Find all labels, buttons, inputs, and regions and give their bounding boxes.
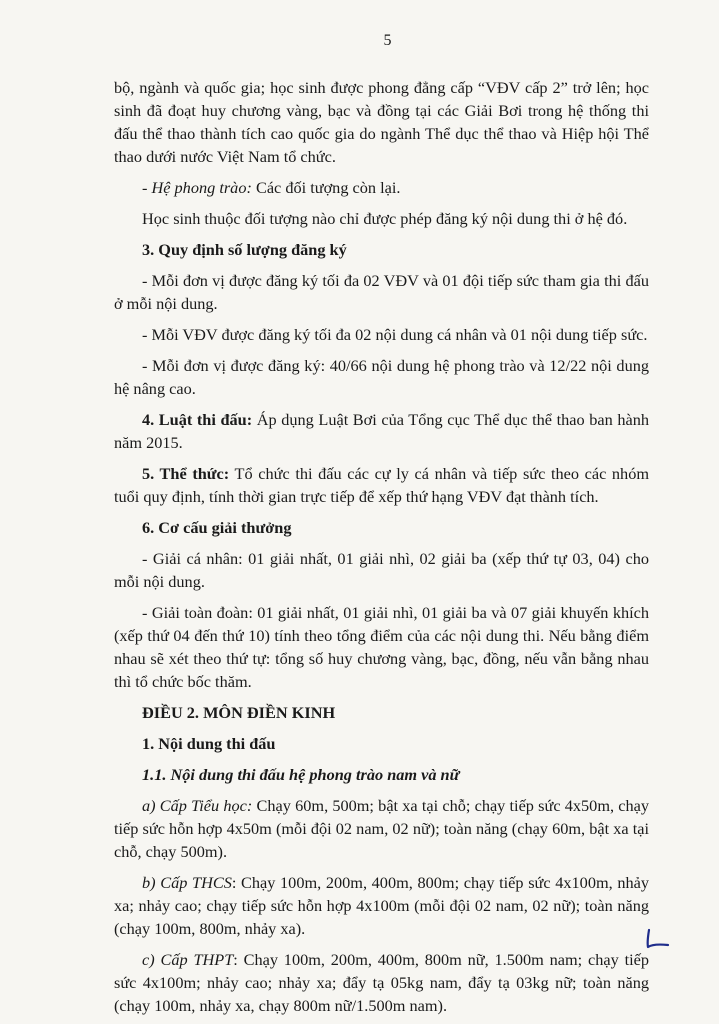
paragraph-registration-rule: Học sinh thuộc đối tượng nào chỉ được phép đăng ký nội dung thi ở hệ đó. xyxy=(142,209,628,228)
label-competition-rules: 4. Luật thi đấu: xyxy=(142,410,253,429)
paragraph-secondary-level xyxy=(114,871,649,940)
paragraph-quota-unit-events: - Mỗi đơn vị được đăng ký: 40/66 nội dung hệ phong trào và 12/22 nội dung hệ nâng cao. xyxy=(114,356,649,398)
label-high-school-level: c) Cấp THPT xyxy=(142,950,234,969)
heading-awards: 6. Cơ cấu giải thưởng xyxy=(142,518,292,537)
paragraph-individual-awards: - Giải cá nhân: 01 giải nhất, 01 giải nhì, 02 giải ba (xếp thứ tự 03, 04) cho mỗi nội dung. xyxy=(114,549,649,591)
paragraph-competition-rules xyxy=(114,408,649,454)
handwritten-initial-mark xyxy=(642,928,672,952)
text-movement-system: Các đối tượng còn lại. xyxy=(251,178,401,197)
heading-movement-content: 1.1. Nội dung thi đấu hệ phong trào nam và nữ xyxy=(142,765,460,784)
label-primary-level: a) Cấp Tiểu học: xyxy=(142,796,253,815)
paragraph-primary-level xyxy=(114,794,649,863)
heading-registration-quota: 3. Quy định số lượng đăng ký xyxy=(142,240,347,259)
label-format: 5. Thể thức: xyxy=(142,464,230,483)
paragraph-high-school-level xyxy=(114,948,649,1017)
paragraph-eligibility-continued: bộ, ngành và quốc gia; học sinh được phong đẳng cấp “VĐV cấp 2” trở lên; học sinh đã đoạt huy chương vàng, bạc và đồng tại các Giải Bơi trong hệ thống thi đấu thể thao thành tích cao quốc gia do ngành Thể dục thể thao và Hiệp hội Thể thao dưới nước Việt Nam tổ chức. xyxy=(114,78,649,166)
text-format: Tổ chức thi đấu các cự ly cá nhân và tiếp sức theo các nhóm tuổi quy định, tính thời gian trực tiếp để xếp thứ hạng VĐV đạt thành tích. xyxy=(114,464,650,506)
heading-competition-content: 1. Nội dung thi đấu xyxy=(142,734,276,753)
paragraph-movement-system xyxy=(114,176,649,199)
paragraph-quota-athlete-events: - Mỗi VĐV được đăng ký tối đa 02 nội dung cá nhân và 01 nội dung tiếp sức. xyxy=(142,325,648,344)
paragraph-team-awards: - Giải toàn đoàn: 01 giải nhất, 01 giải nhì, 01 giải ba và 07 giải khuyến khích (xếp thứ 04 đến thứ 10) tính theo tổng điểm của các nội dung thi. Nếu bằng điểm nhau sẽ xét theo thứ tự: tổng số huy chương vàng, bạc, đồng, nếu vẫn bằng nhau thì tổ chức bốc thăm. xyxy=(114,603,649,691)
text-high-school-level: : Chạy 100m, 200m, 400m, 800m nữ, 1.500m nam; chạy tiếp sức 4x100m; nhảy cao; nhảy xa; đẩy tạ 05kg nam, đẩy tạ 03kg nữ; toàn năng (chạy 100m, nhảy xa, chạy 800m nữ/1.500m nam). xyxy=(114,950,650,1015)
page-number: 5 xyxy=(383,32,392,49)
heading-article-2: ĐIỀU 2. MÔN ĐIỀN KINH xyxy=(142,703,336,722)
text-secondary-level: : Chạy 100m, 200m, 400m, 800m; chạy tiếp sức 4x100m, nhảy xa; nhảy cao; chạy tiếp sức hỗn hợp 4x100m (mỗi đội 02 nam, 02 nữ); toàn năng (chạy 100m, 800m, nhảy xa). xyxy=(114,873,649,938)
paragraph-format xyxy=(114,462,649,508)
text-primary-level: Chạy 60m, 500m; bật xa tại chỗ; chạy tiếp sức 4x50m, chạy tiếp sức hỗn hợp 4x50m (mỗi đội 02 nam, 02 nữ); toàn năng (chạy 60m, bật xa tại chỗ, chạy 500m). xyxy=(114,796,650,861)
paragraph-quota-unit-athletes: - Mỗi đơn vị được đăng ký tối đa 02 VĐV và 01 đội tiếp sức tham gia thi đấu ở mỗi nội dung. xyxy=(114,271,649,313)
label-movement-system: - Hệ phong trào: xyxy=(142,178,252,197)
label-secondary-level: b) Cấp THCS xyxy=(142,873,232,892)
text-competition-rules: Áp dụng Luật Bơi của Tổng cục Thể dục thể thao ban hành năm 2015. xyxy=(114,410,649,452)
